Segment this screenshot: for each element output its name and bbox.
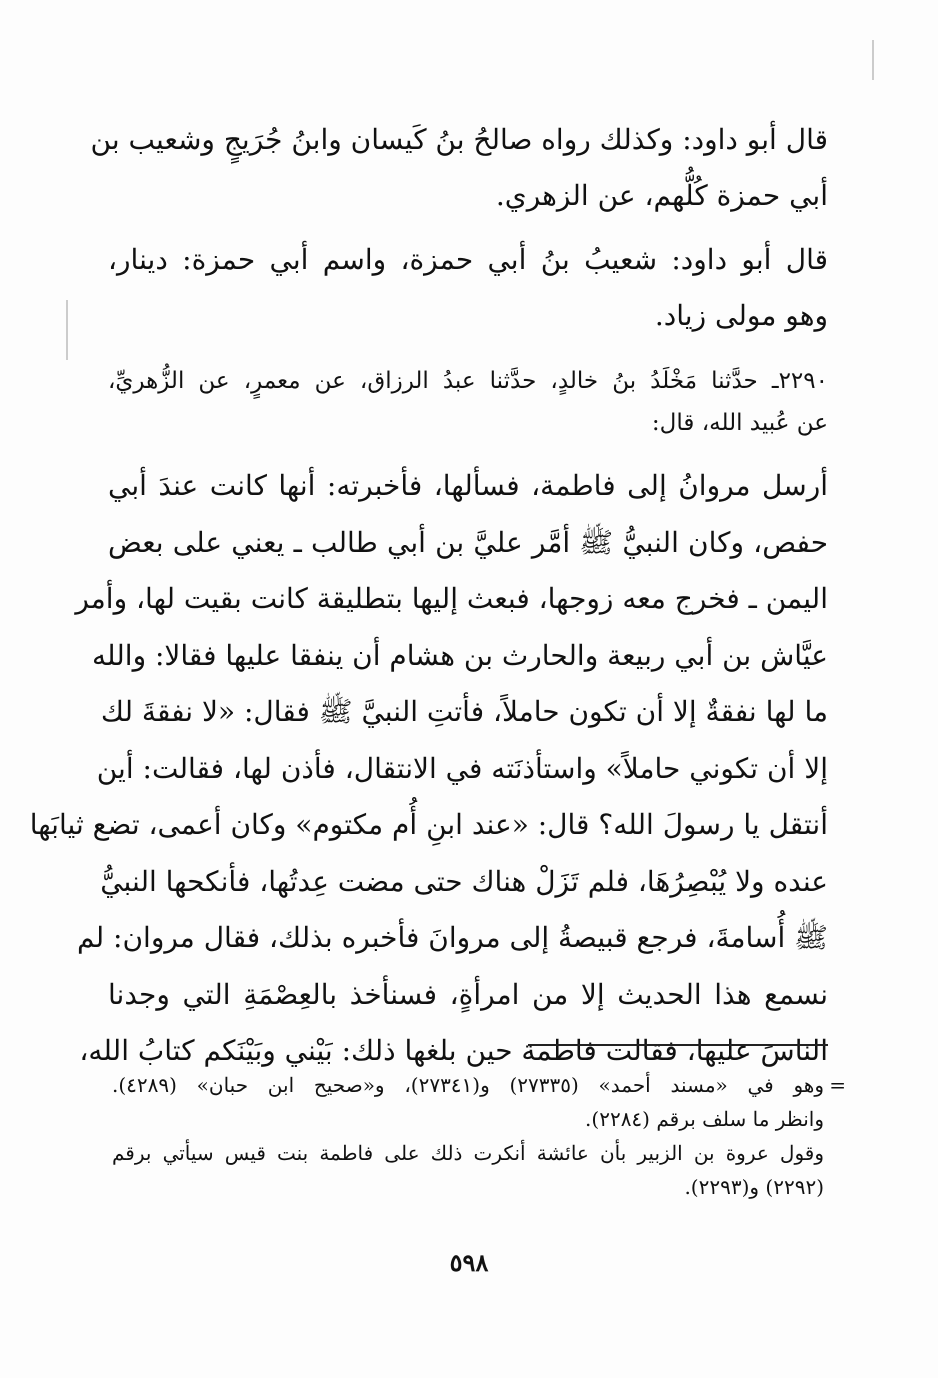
- footnote-line: وانظر ما سلف برقم (٢٢٨٤).: [585, 1107, 824, 1131]
- footnote-continuation-marker: =: [829, 1073, 846, 1097]
- footnote-line: وقول عروة بن الزبير بأن عائشة أنكرت ذلك على فاطمة بنت قيس سيأتي برقم: [112, 1141, 824, 1165]
- text-line: عنده ولا يُبْصِرُهَا، فلم تَزَلْ هناك حتى مضت عِدتُها، فأنكحها النبيُّ: [100, 864, 828, 898]
- text-line: اليمن ـ فخرج معه زوجها، فبعث إليها بتطليقة كانت بقيت لها، وأمر: [75, 582, 828, 615]
- hadith-matn: [29, 458, 828, 1080]
- text-line: الناسَ عليها، فقالت فاطمة حين بلغها ذلك: بَيْني وبَيْنَكم كتابُ الله،: [79, 1034, 828, 1067]
- paragraph-abu-dawud-1: [90, 112, 828, 224]
- text-line: قال أبو داود: شعيبُ بنُ أبي حمزة، واسم أبي حمزة: دينار،: [108, 243, 828, 276]
- page-number: ٥٩٨: [449, 1248, 489, 1277]
- text-line: إلا أن تكوني حاملاً» واستأذنَته في الانتقال، فأذن لها، فقالت: أين: [96, 751, 828, 785]
- text-line: عيَّاش بن أبي ربيعة والحارث بن هشام أن ينفقا عليها فقالا: والله: [91, 638, 828, 672]
- text-line: عن عُبيد الله، قال:: [651, 410, 828, 436]
- footnote-line: وهو في «مسند أحمد» (٢٧٣٣٥) و(٢٧٣٤١)، و«صحيح ابن حبان» (٤٢٨٩).: [112, 1073, 824, 1097]
- scan-edge-mark: [872, 40, 874, 80]
- text-line: أرسل مروانُ إلى فاطمة، فسألها، فأخبرته: أنها كانت عندَ أبي: [108, 469, 828, 502]
- text-line: قال أبو داود: وكذلك رواه صالحُ بنُ كَيسان وابنُ جُرَيجٍ وشعيب بن: [90, 123, 828, 156]
- text-line: أبي حمزة كُلُّهم، عن الزهري.: [495, 179, 828, 212]
- text-line: نسمع هذا الحديث إلا من امرأةٍ، فسنأخذ بالعِصْمَةِ التي وجدنا: [108, 977, 828, 1011]
- footnote-separator: [528, 1044, 828, 1046]
- paragraph-abu-dawud-2: [108, 232, 828, 344]
- text-line: وهو مولى زياد.: [654, 299, 828, 332]
- text-line: أنتقل يا رسولَ الله؟ قال: «عند ابنِ أُم مكتوم» وكان أعمى، تضع ثيابَها: [29, 808, 828, 841]
- footnotes: [112, 1068, 846, 1204]
- text-line: حفص، وكان النبيُّ ﷺ أمَّر عليَّ بن أبي طالب ـ يعني على بعض: [108, 525, 828, 559]
- scan-edge-mark: [66, 300, 68, 360]
- text-line: ﷺ أُسامةَ، فرجع قبيصةُ إلى مروانَ فأخبره بذلك، فقال مروان: لم: [76, 921, 828, 954]
- text-line: ما لها نفقةٌ إلا أن تكون حاملاً، فأتتِ النبيَّ ﷺ فقال: «لا نفقةَ لك: [100, 695, 828, 728]
- footnote-line: (٢٢٩٢) و(٢٢٩٣).: [684, 1175, 824, 1199]
- hadith-isnad: [108, 360, 828, 444]
- text-line: ٢٢٩٠ـ حدَّثنا مَخْلَدُ بنُ خالدٍ، حدَّثنا عبدُ الرزاق، عن معمرٍ، عن الزُّهريِّ،: [108, 368, 828, 394]
